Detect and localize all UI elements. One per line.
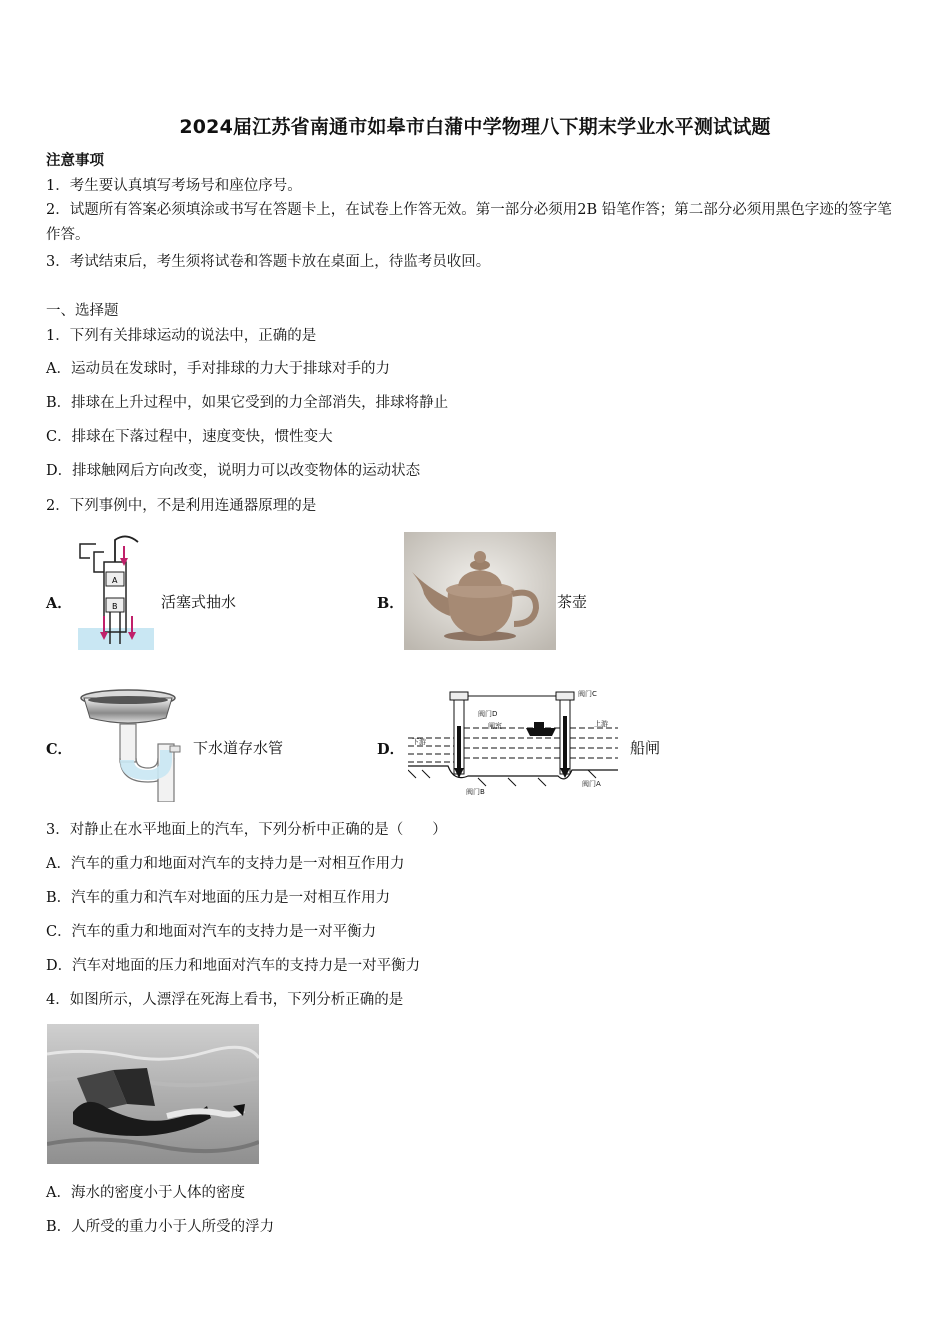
q2-stem: 2．下列事例中，不是利用连通器原理的是 — [46, 498, 317, 514]
lock-label-valve-a: 阀门A — [582, 780, 601, 788]
lock-label-chamber: 闸室 — [488, 722, 502, 730]
lock-label-valve-b: 阀门B — [466, 788, 485, 796]
q2-option-b-caption: 茶壶 — [557, 593, 588, 611]
page-title: 2024届江苏省南通市如皋市白蒲中学物理八下期末学业水平测试试题 — [179, 116, 771, 138]
lock-label-downstream: 下游 — [412, 738, 426, 746]
q2-option-d-caption: 船闸 — [630, 739, 661, 757]
notice-heading: 注意事项 — [46, 152, 104, 169]
q2-option-c-label: C． — [46, 741, 73, 758]
q4-option-a: A．海水的密度小于人体的密度 — [46, 1185, 245, 1201]
q2-option-b-label: B． — [377, 595, 404, 612]
dead-sea-photo — [47, 1024, 259, 1164]
q3-option-a: A．汽车的重力和地面对汽车的支持力是一对相互作用力 — [46, 856, 405, 872]
notice-item-2: 2．试题所有答案必须填涂或书写在答题卡上，在试卷上作答无效。第一部分必须用2B 铅笔作答；第二部分必须用黑色字迹的签字笔作答。 — [46, 202, 892, 243]
q2-option-a-label: A． — [46, 595, 72, 612]
q1-option-d: D．排球触网后方向改变，说明力可以改变物体的运动状态 — [46, 463, 421, 479]
q3-option-b: B．汽车的重力和汽车对地面的压力是一对相互作用力 — [46, 890, 391, 906]
lock-label-upstream: 上游 — [594, 720, 608, 728]
q3-stem: 3．对静止在水平地面上的汽车，下列分析中正确的是（ ） — [46, 822, 447, 838]
pump-label-a: A — [112, 576, 118, 585]
q3-option-c: C．汽车的重力和地面对汽车的支持力是一对平衡力 — [46, 924, 377, 940]
piston-pump-figure — [76, 532, 156, 652]
q2-option-a-caption: 活塞式抽水 — [161, 593, 237, 611]
pump-label-b: B — [112, 602, 118, 611]
lock-label-valve-d: 阀门D — [478, 710, 498, 718]
section-heading: 一、选择题 — [46, 303, 119, 319]
notice-item-3: 3．考试结束后，考生须将试卷和答题卡放在桌面上，待监考员收回。 — [46, 254, 491, 270]
q4-option-b: B．人所受的重力小于人所受的浮力 — [46, 1219, 275, 1235]
q4-stem: 4．如图所示，人漂浮在死海上看书，下列分析正确的是 — [46, 992, 404, 1008]
lock-label-valve-c: 阀门C — [578, 690, 597, 698]
ship-lock-figure — [408, 686, 618, 798]
q2-option-d-label: D． — [377, 741, 405, 758]
q3-option-d: D．汽车对地面的压力和地面对汽车的支持力是一对平衡力 — [46, 958, 421, 974]
q1-stem: 1．下列有关排球运动的说法中，正确的是 — [46, 328, 317, 344]
q1-option-c: C．排球在下落过程中，速度变快，惯性变大 — [46, 429, 333, 445]
teapot-figure — [404, 532, 556, 650]
notice-item-1: 1．考生要认真填写考场号和座位序号。 — [46, 178, 302, 194]
q1-option-a: A．运动员在发球时，手对排球的力大于排球对手的力 — [46, 361, 390, 377]
drain-trap-figure — [76, 688, 192, 802]
q1-option-b: B．排球在上升过程中，如果它受到的力全部消失，排球将静止 — [46, 395, 449, 411]
q2-option-c-caption: 下水道存水管 — [193, 739, 284, 757]
